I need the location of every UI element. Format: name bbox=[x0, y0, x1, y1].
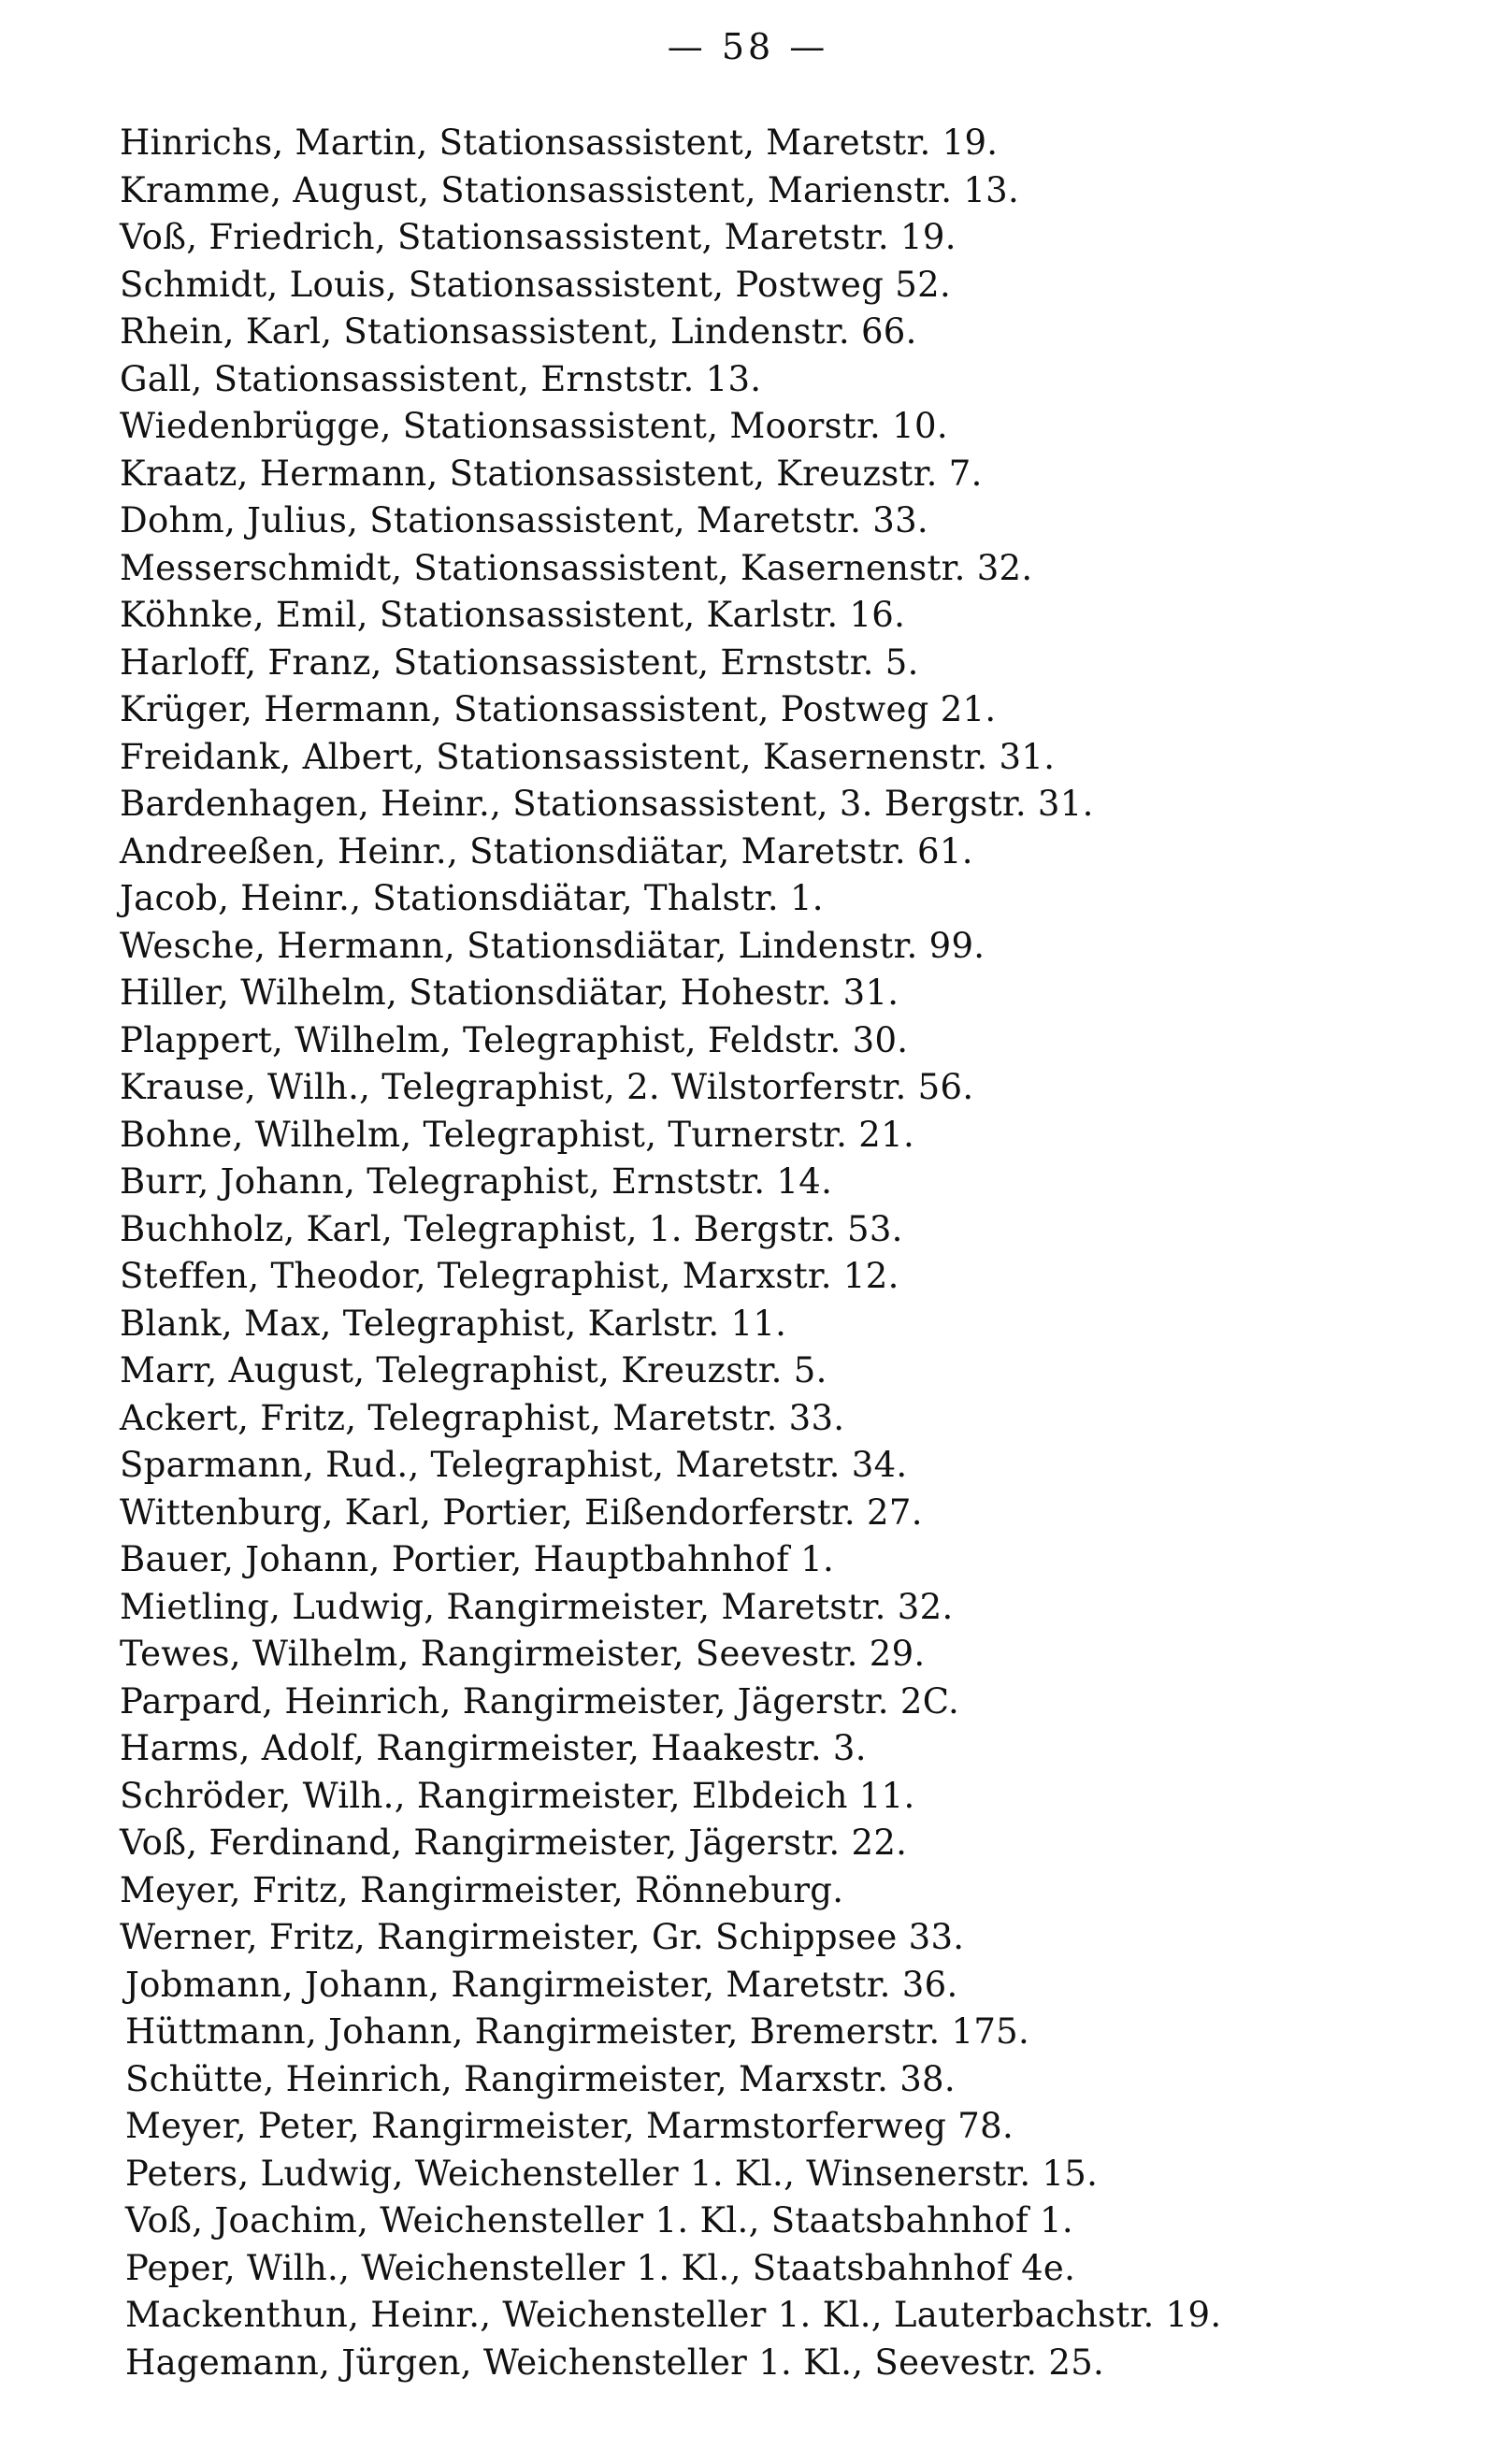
directory-entry: Bardenhagen, Heinr., Stationsassistent, 3. Bergstr. 31. bbox=[120, 784, 1094, 824]
directory-entry: Sparmann, Rud., Telegraphist, Maretstr. 34. bbox=[120, 1445, 908, 1485]
directory-entry: Marr, August, Telegraphist, Kreuzstr. 5. bbox=[120, 1350, 827, 1391]
directory-entry: Steffen, Theodor, Telegraphist, Marxstr. 12. bbox=[120, 1256, 899, 1296]
directory-entry: Dohm, Julius, Stationsassistent, Maretstr. 33. bbox=[120, 500, 928, 540]
directory-entry: Hagemann, Jürgen, Weichensteller 1. Kl., Seevestr. 25. bbox=[125, 2342, 1105, 2383]
directory-entry: Mackenthun, Heinr., Weichensteller 1. Kl., Lauterbachstr. 19. bbox=[125, 2295, 1222, 2335]
directory-entry: Schröder, Wilh., Rangirmeister, Elbdeich 11. bbox=[120, 1775, 915, 1816]
directory-entry: Kramme, August, Stationsassistent, Marienstr. 13. bbox=[120, 169, 1020, 210]
directory-entry: Tewes, Wilhelm, Rangirmeister, Seevestr. 29. bbox=[120, 1634, 926, 1674]
directory-entry: Krause, Wilh., Telegraphist, 2. Wilstorferstr. 56. bbox=[120, 1067, 974, 1107]
directory-entry: Meyer, Fritz, Rangirmeister, Rönneburg. bbox=[120, 1869, 844, 1910]
directory-entry: Burr, Johann, Telegraphist, Ernststr. 14. bbox=[120, 1161, 833, 1202]
directory-entry: Werner, Fritz, Rangirmeister, Gr. Schippsee 33. bbox=[120, 1917, 965, 1957]
directory-entry: Bauer, Johann, Portier, Hauptbahnhof 1. bbox=[120, 1539, 835, 1579]
directory-entry: Plappert, Wilhelm, Telegraphist, Feldstr. 30. bbox=[120, 1019, 909, 1060]
page-number: — 58 — bbox=[667, 26, 829, 67]
directory-entry: Voß, Friedrich, Stationsassistent, Maretstr. 19. bbox=[120, 217, 957, 257]
directory-entry: Parpard, Heinrich, Rangirmeister, Jägerstr. 2C. bbox=[120, 1680, 960, 1722]
directory-entry: Ackert, Fritz, Telegraphist, Maretstr. 33. bbox=[120, 1397, 845, 1438]
directory-entry: Peper, Wilh., Weichensteller 1. Kl., Staatsbahnhof 4e. bbox=[125, 2247, 1076, 2288]
directory-entry: Meyer, Peter, Rangirmeister, Marmstorferweg 78. bbox=[125, 2106, 1014, 2146]
directory-entry: Andreeßen, Heinr., Stationsdiätar, Maretstr. 61. bbox=[120, 830, 973, 872]
directory-entry: Hiller, Wilhelm, Stationsdiätar, Hohestr. 31. bbox=[120, 973, 899, 1013]
directory-entry: Harms, Adolf, Rangirmeister, Haakestr. 3. bbox=[120, 1728, 867, 1768]
directory-entry: Jacob, Heinr., Stationsdiätar, Thalstr. 1. bbox=[120, 878, 824, 918]
directory-entry: Blank, Max, Telegraphist, Karlstr. 11. bbox=[120, 1303, 787, 1344]
directory-list bbox=[120, 120, 1447, 2386]
directory-entry: Hüttmann, Johann, Rangirmeister, Bremerstr. 175. bbox=[125, 2011, 1030, 2052]
directory-entry: Buchholz, Karl, Telegraphist, 1. Bergstr. 53. bbox=[120, 1208, 903, 1249]
directory-entry: Voß, Joachim, Weichensteller 1. Kl., Staatsbahnhof 1. bbox=[125, 2200, 1073, 2241]
directory-entry: Peters, Ludwig, Weichensteller 1. Kl., Winsenerstr. 15. bbox=[125, 2153, 1099, 2194]
directory-entry: Wittenburg, Karl, Portier, Eißendorferstr. 27. bbox=[120, 1491, 923, 1533]
directory-entry: Bohne, Wilhelm, Telegraphist, Turnerstr. 21. bbox=[120, 1114, 914, 1155]
directory-entry: Wiedenbrügge, Stationsassistent, Moorstr. 10. bbox=[120, 406, 948, 446]
directory-entry: Freidank, Albert, Stationsassistent, Kasernenstr. 31. bbox=[120, 736, 1056, 777]
directory-entry: Wesche, Hermann, Stationsdiätar, Lindenstr. 99. bbox=[120, 925, 985, 966]
directory-entry: Voß, Ferdinand, Rangirmeister, Jägerstr. 22. bbox=[120, 1823, 908, 1863]
directory-entry: Rhein, Karl, Stationsassistent, Lindenstr. 66. bbox=[120, 311, 917, 352]
directory-entry: Köhnke, Emil, Stationsassistent, Karlstr. 16. bbox=[120, 595, 906, 635]
directory-entry: Jobmann, Johann, Rangirmeister, Maretstr. 36. bbox=[125, 1964, 958, 2005]
directory-entry: Mietling, Ludwig, Rangirmeister, Maretstr. 32. bbox=[120, 1586, 954, 1627]
directory-entry: Gall, Stationsassistent, Ernststr. 13. bbox=[120, 358, 762, 399]
directory-entry: Schmidt, Louis, Stationsassistent, Postweg 52. bbox=[120, 264, 952, 305]
directory-entry: Schütte, Heinrich, Rangirmeister, Marxstr. 38. bbox=[125, 2058, 956, 2099]
directory-entry: Krüger, Hermann, Stationsassistent, Postweg 21. bbox=[120, 689, 997, 729]
directory-entry: Harloff, Franz, Stationsassistent, Ernststr. 5. bbox=[120, 641, 919, 683]
directory-entry: Hinrichs, Martin, Stationsassistent, Maretstr. 19. bbox=[120, 122, 999, 163]
directory-entry: Messerschmidt, Stationsassistent, Kasernenstr. 32. bbox=[120, 547, 1033, 588]
directory-entry: Kraatz, Hermann, Stationsassistent, Kreuzstr. 7. bbox=[120, 453, 983, 494]
